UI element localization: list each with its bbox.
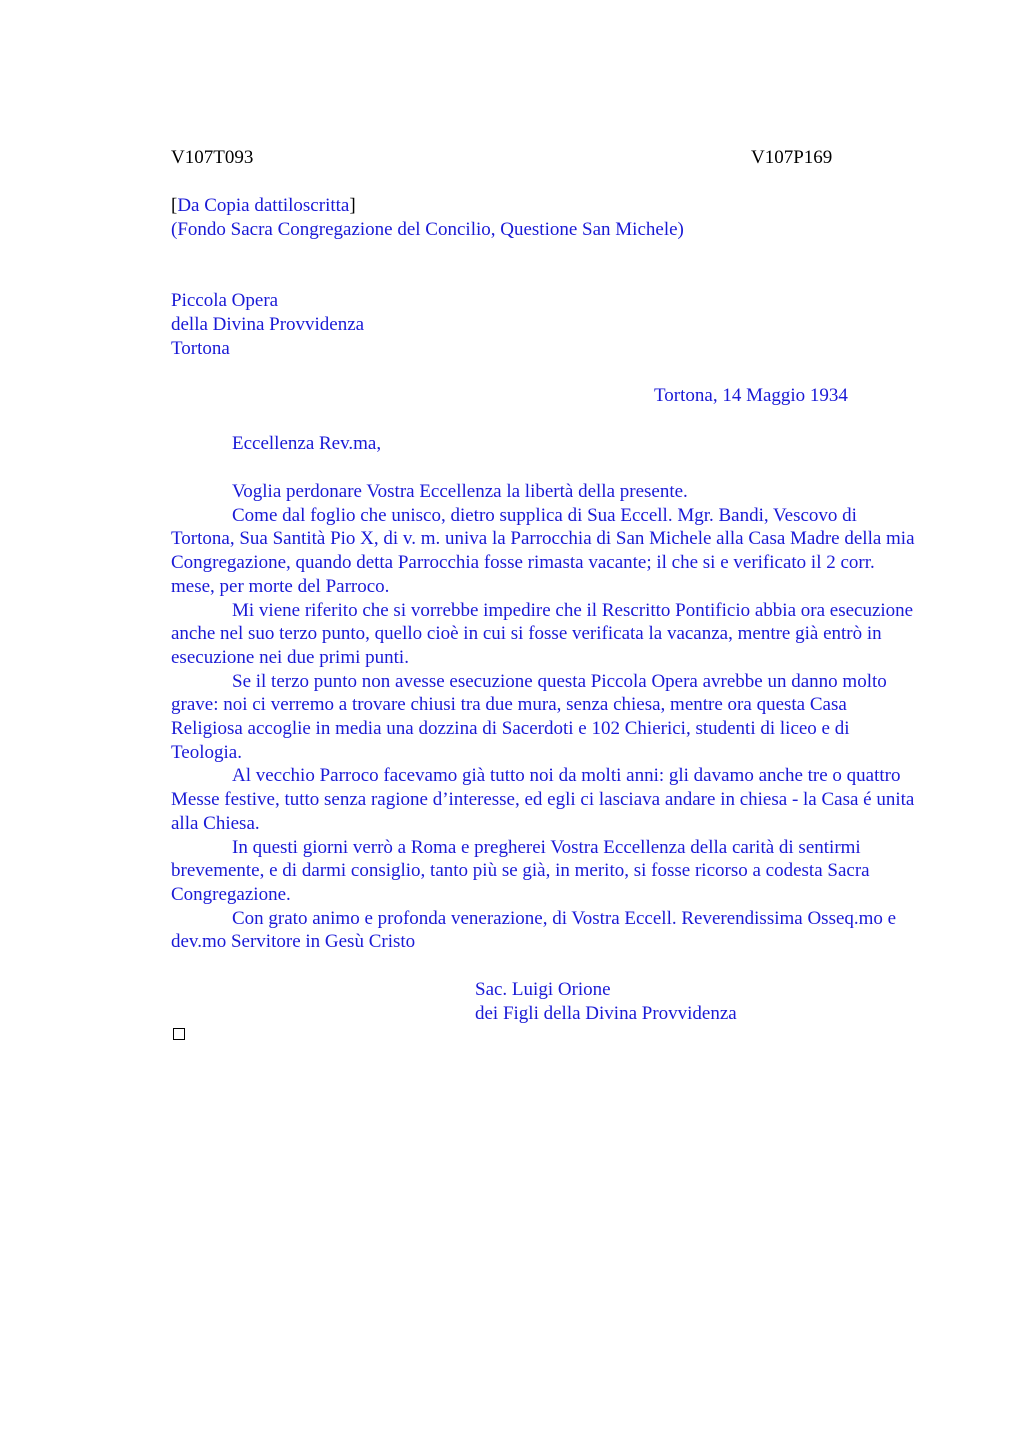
- document-code-right: V107P169: [751, 147, 833, 168]
- signature-line-1: Sac. Luigi Orione: [475, 979, 611, 1000]
- body-paragraph-2: Come dal foglio che unisco, dietro supplica di Sua Eccell. Mgr. Bandi, Vescovo di Tortona, Sua Santità Pio X, di v. m. univa la Parrocchia di San Michele alla Casa Madre della mia Congregazione, quando detta Parrocchia fosse rimasta vacante; il che si e verificato il 2 corr. mese, per morte del Parroco.: [171, 504, 915, 597]
- sender-line-1: Piccola Opera: [171, 290, 279, 311]
- end-marker-square-icon: [173, 1028, 185, 1040]
- letter-date: Tortona, 14 Maggio 1934: [654, 385, 848, 406]
- source-bracket-open: [: [171, 195, 178, 216]
- letter-body: [171, 480, 921, 954]
- body-paragraph-7: Con grato animo e profonda venerazione, di Vostra Eccell. Reverendissima Osseq.mo e dev.mo Servitore in Gesù Cristo: [171, 907, 897, 953]
- sender-block: [171, 289, 364, 361]
- salutation: Eccellenza Rev.ma,: [232, 433, 382, 454]
- source-note: [171, 194, 356, 218]
- source-text: Da Copia dattiloscritta: [177, 195, 350, 216]
- body-paragraph-6: In questi giorni verrò a Roma e pregherei Vostra Eccellenza della carità di sentirmi brevemente, e di darmi consiglio, tanto più se già, in merito, si fosse ricorso a codesta Sacra Congregazione.: [171, 836, 870, 905]
- sender-line-2: della Divina Provvidenza: [171, 314, 365, 335]
- signature-line-2: dei Figli della Divina Provvidenza: [475, 1003, 737, 1024]
- body-paragraph-5: Al vecchio Parroco facevamo già tutto noi da molti anni: gli davamo anche tre o quattro Messe festive, tutto senza ragione d’interesse, ed egli ci lasciava andare in chiesa - la Casa é unita alla Chiesa.: [171, 765, 915, 834]
- source-bracket-close: ]: [349, 195, 356, 216]
- body-paragraph-3: Mi viene riferito che si vorrebbe impedire che il Rescritto Pontificio abbia ora esecuzione anche nel suo terzo punto, quello cioè in cui si fosse verificata la vacanza, mentre già entrò in esecuzione nei due primi punti.: [171, 599, 914, 668]
- source-fondo: (Fondo Sacra Congregazione del Concilio, Questione San Michele): [171, 219, 684, 240]
- signature-block: [475, 978, 737, 1026]
- body-paragraph-1: Voglia perdonare Vostra Eccellenza la libertà della presente.: [232, 481, 688, 502]
- sender-line-3: Tortona: [171, 338, 230, 359]
- body-paragraph-4: Se il terzo punto non avesse esecuzione questa Piccola Opera avrebbe un danno molto grave: noi ci verremo a trovare chiusi tra due mura, senza chiesa, mentre ora questa Casa Religiosa accoglie in media una dozzina di Sacerdoti e 102 Chierici, studenti di liceo e di Teologia.: [171, 670, 887, 763]
- document-code-left: V107T093: [171, 147, 254, 168]
